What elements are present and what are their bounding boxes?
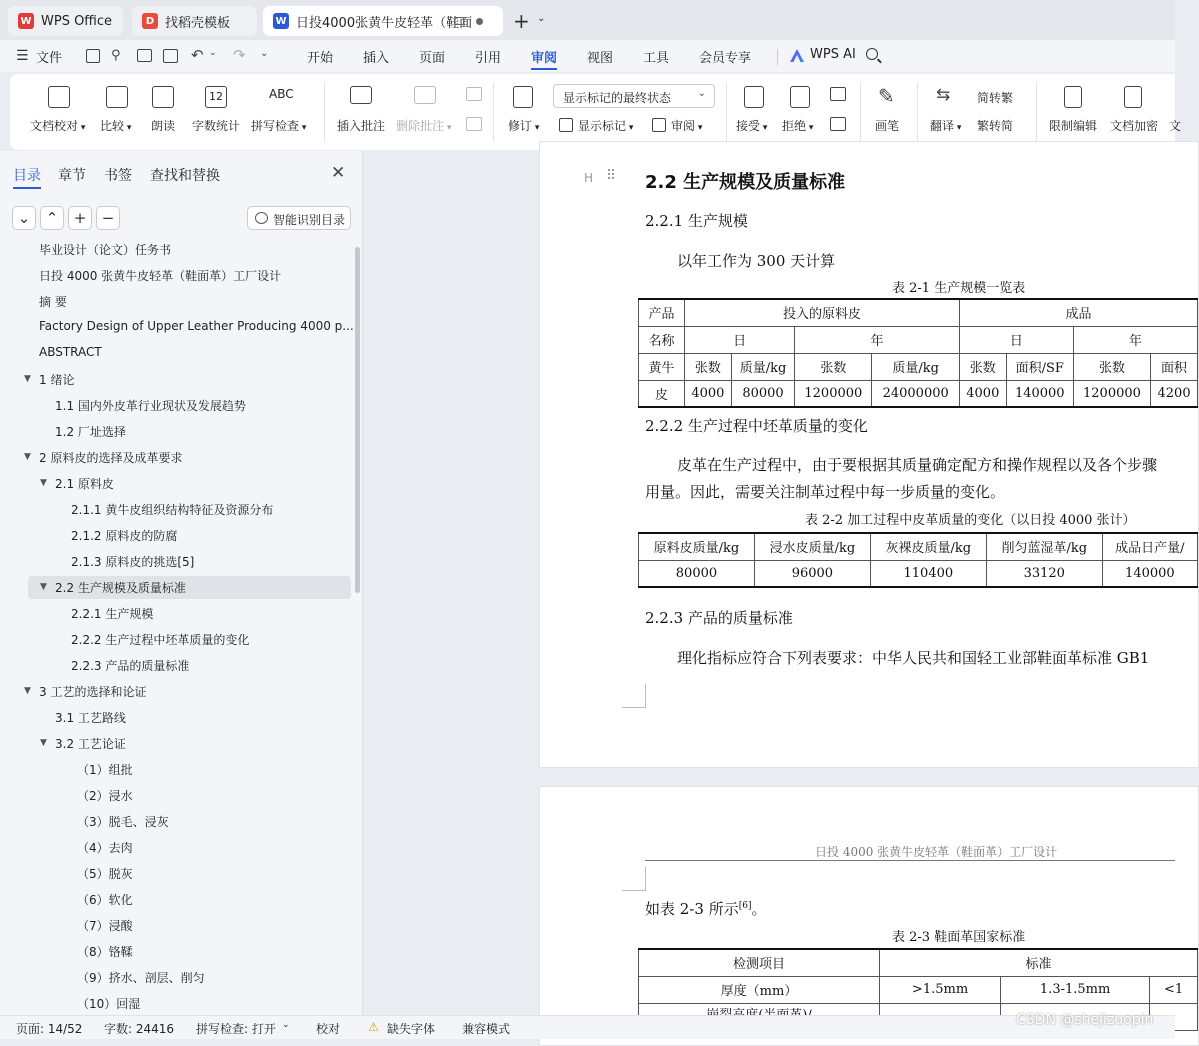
toc-item[interactable]: （2）浸水 bbox=[77, 789, 133, 803]
table-cell: 4200 bbox=[1151, 380, 1198, 407]
word-count-button[interactable]: 字数统计 bbox=[192, 119, 241, 133]
tab-document[interactable] bbox=[263, 6, 503, 36]
dropdown-caret-icon: ▾ bbox=[695, 123, 703, 133]
dropdown-caret-icon: ▾ bbox=[806, 123, 814, 133]
table-row bbox=[639, 326, 1198, 353]
table-cell: 4000 bbox=[685, 380, 732, 407]
menu-divider bbox=[777, 49, 778, 65]
table-cell: 厚度（mm） bbox=[639, 976, 880, 1003]
header-rule bbox=[645, 860, 1175, 861]
to-simplified-button[interactable]: 繁转简 bbox=[977, 119, 1014, 133]
collapse-chevron-icon[interactable]: ⌄ bbox=[12, 206, 36, 230]
table-cell: 80000 bbox=[731, 380, 794, 407]
undo-dropdown-icon[interactable]: ⌄ bbox=[209, 48, 217, 58]
toc-item[interactable]: （5）脱灰 bbox=[77, 867, 133, 881]
toc-item[interactable]: 1.1 国内外皮革行业现状及发展趋势 bbox=[55, 399, 246, 413]
table-cell: 4000 bbox=[959, 380, 1006, 407]
table-2-2-caption: 表 2-2 加工过程中皮革质量的变化（以日投 4000 张计） bbox=[805, 513, 1136, 528]
more-chevron-icon[interactable]: ⌄ bbox=[260, 48, 269, 59]
menu-view[interactable]: 视图 bbox=[587, 51, 614, 66]
table-cell: 原料皮质量/kg bbox=[639, 533, 755, 560]
read-aloud-button[interactable]: 朗读 bbox=[151, 119, 176, 133]
toc-item[interactable]: （4）去肉 bbox=[77, 841, 133, 855]
table-row bbox=[639, 976, 1198, 1003]
pen-button[interactable]: 画笔 bbox=[875, 119, 900, 133]
tab-list-chevron-icon[interactable]: ⌄ bbox=[537, 13, 546, 24]
dropdown-caret-icon: ▾ bbox=[299, 123, 307, 133]
paragraph-quality-change-1: 皮革在生产过程中，由于要根据其质量确定配方和操作规程以及各个步骤 bbox=[677, 456, 1158, 474]
expand-chevron-icon[interactable]: ⌃ bbox=[40, 206, 64, 230]
show-markup-select[interactable] bbox=[553, 84, 715, 108]
compare-button[interactable]: 比较 ▾ bbox=[100, 119, 132, 133]
toc-item[interactable]: （9）挤水、剖层、削匀 bbox=[77, 971, 205, 985]
watermark: CSDN @shejizuopin bbox=[1016, 1012, 1154, 1028]
toc-item[interactable]: 2.2.3 产品的质量标准 bbox=[71, 659, 190, 673]
heading-2-2-2: 2.2.2 生产过程中坯革质量的变化 bbox=[645, 417, 868, 435]
search-icon[interactable] bbox=[866, 48, 878, 60]
table-cell: 日 bbox=[685, 326, 795, 353]
expand-caret-icon[interactable]: ▼ bbox=[40, 582, 47, 592]
menu-home[interactable]: 开始 bbox=[307, 51, 334, 66]
table-cell: 96000 bbox=[754, 560, 870, 587]
insert-comment-icon bbox=[350, 86, 372, 104]
table-cell: 名称 bbox=[639, 326, 685, 353]
reject-button[interactable]: 拒绝 ▾ bbox=[782, 119, 814, 133]
table-cell: 1200000 bbox=[1073, 380, 1150, 407]
table-cell: 面积/SF bbox=[1006, 353, 1073, 380]
table-cell: 质量/kg bbox=[731, 353, 794, 380]
toc-item[interactable]: （1）组批 bbox=[77, 763, 133, 777]
paragraph-production: 以年工作为 300 天计算 bbox=[677, 252, 836, 270]
paragraph-standard: 理化指标应符合下列表要求：中华人民共和国轻工业部鞋面革标准 GB1 bbox=[677, 649, 1150, 667]
search-icon-handle bbox=[877, 58, 882, 63]
toc-item[interactable]: 3.2 工艺论证 bbox=[55, 737, 126, 751]
smart-detect-icon bbox=[255, 212, 268, 224]
ribbon-divider bbox=[1036, 82, 1037, 142]
toc-item[interactable]: 毕业设计（论文）任务书 bbox=[39, 243, 172, 257]
writer-logo-icon: W bbox=[273, 13, 289, 29]
table-cell: 年 bbox=[1073, 326, 1197, 353]
dropdown-caret-icon: ▾ bbox=[626, 123, 634, 133]
review-pane-icon bbox=[652, 118, 666, 132]
table-cell: 年 bbox=[795, 326, 960, 353]
word-count-icon-number: 12 bbox=[209, 90, 223, 103]
status-compat[interactable]: 兼容模式 bbox=[462, 1022, 511, 1036]
table-cell: 日 bbox=[959, 326, 1073, 353]
table-cell: 33120 bbox=[986, 560, 1102, 587]
table-cell: 140000 bbox=[1006, 380, 1073, 407]
tab-find-replace[interactable]: 查找和替换 bbox=[150, 168, 220, 184]
table-cell: >1.5mm bbox=[880, 976, 1001, 1003]
toc-item[interactable]: 2 原料皮的选择及成革要求 bbox=[39, 451, 183, 465]
table-cell: 110400 bbox=[870, 560, 986, 587]
dropdown-caret-icon: ▾ bbox=[954, 123, 962, 133]
ref-text: 如表 2-3 所示 bbox=[645, 900, 739, 918]
read-aloud-icon bbox=[152, 86, 174, 108]
table-cell: 140000 bbox=[1102, 560, 1197, 587]
table-2-3-caption: 表 2-3 鞋面革国家标准 bbox=[892, 930, 1026, 945]
toc-item[interactable]: 2.1.3 原料皮的挑选[5] bbox=[71, 555, 195, 569]
tab-bookmarks[interactable]: 书签 bbox=[104, 168, 132, 184]
next-comment-icon[interactable] bbox=[466, 117, 482, 131]
spell-check-button[interactable]: 拼写检查 ▾ bbox=[251, 119, 307, 133]
dropdown-caret-icon: ▾ bbox=[760, 123, 768, 133]
print-icon[interactable] bbox=[137, 49, 152, 62]
chevron-down-icon: ⌄ bbox=[697, 88, 706, 99]
paragraph-quality-change-2: 用量。因此，需要关注制革过程中每一步质量的变化。 bbox=[645, 483, 1006, 501]
smart-detect-toc-button[interactable] bbox=[247, 206, 351, 230]
docer-logo-icon: D bbox=[142, 13, 158, 29]
compare-icon bbox=[106, 86, 128, 108]
menu-review[interactable]: 审阅 bbox=[531, 51, 558, 66]
encrypt-button[interactable]: 文档加密 bbox=[1110, 119, 1159, 133]
add-heading-icon[interactable]: + bbox=[68, 206, 92, 230]
table-cell: 产品 bbox=[639, 299, 685, 326]
dropdown-caret-icon: ▾ bbox=[532, 123, 540, 133]
table-row bbox=[639, 560, 1198, 587]
ribbon-divider bbox=[726, 82, 727, 142]
pen-icon: ✎ bbox=[878, 84, 895, 108]
table-row bbox=[639, 380, 1198, 407]
toc-item[interactable]: 摘 要 bbox=[39, 295, 67, 309]
doc-check-icon bbox=[48, 86, 70, 108]
delete-comment-button[interactable]: 删除批注 ▾ bbox=[396, 119, 452, 133]
tab-template[interactable] bbox=[132, 6, 257, 36]
tab-sections[interactable]: 章节 bbox=[58, 168, 86, 184]
document-canvas[interactable] bbox=[364, 151, 1191, 1015]
toc-item[interactable]: 2.2.1 生产规模 bbox=[71, 607, 154, 621]
drag-handle-icon[interactable]: ⠿ bbox=[606, 168, 617, 184]
table-row bbox=[639, 949, 1198, 976]
table-cell: 24000000 bbox=[872, 380, 959, 407]
status-bar bbox=[0, 1015, 1175, 1039]
table-cell: 张数 bbox=[1073, 353, 1150, 380]
tab-label: 日投4000张黄牛皮轻革（鞋面 bbox=[296, 15, 473, 31]
tab-close-dot-icon[interactable] bbox=[476, 18, 483, 25]
reject-icon bbox=[790, 86, 810, 108]
toc-item[interactable]: 2.2 生产规模及质量标准 bbox=[55, 581, 186, 595]
menu-insert[interactable]: 插入 bbox=[363, 51, 390, 66]
paragraph-table-ref bbox=[645, 898, 766, 919]
toc-item[interactable]: 日投 4000 张黄牛皮轻革（鞋面革）工厂设计 bbox=[39, 269, 282, 283]
table-cell: 1200000 bbox=[795, 380, 872, 407]
active-tab-underline bbox=[13, 187, 41, 189]
remove-heading-icon[interactable]: − bbox=[96, 206, 120, 230]
encrypt-icon bbox=[1124, 86, 1142, 108]
status-page[interactable]: 页面: 14/52 bbox=[16, 1022, 83, 1036]
toc-item[interactable]: （7）浸酸 bbox=[77, 919, 133, 933]
toc-item[interactable]: （8）铬鞣 bbox=[77, 945, 133, 959]
table-cell: 灰裸皮质量/kg bbox=[870, 533, 986, 560]
accept-button[interactable]: 接受 ▾ bbox=[736, 119, 768, 133]
dropdown-caret-icon: ▾ bbox=[78, 123, 86, 133]
restrict-edit-icon bbox=[1064, 86, 1082, 108]
toc-item[interactable]: （10）回湿 bbox=[77, 997, 141, 1011]
table-2-1 bbox=[638, 298, 1198, 408]
toc-item[interactable]: 2.1.2 原料皮的防腐 bbox=[71, 529, 178, 543]
close-icon[interactable]: ✕ bbox=[331, 163, 346, 183]
wps-logo-icon: W bbox=[18, 13, 34, 29]
status-spell[interactable]: 拼写检查: 打开 bbox=[196, 1022, 276, 1036]
translate-button[interactable]: 翻译 ▾ bbox=[930, 119, 962, 133]
expand-caret-icon[interactable]: ▼ bbox=[24, 452, 31, 462]
ribbon-divider bbox=[917, 82, 918, 142]
doc-check-button[interactable]: 文档校对 ▾ bbox=[30, 119, 86, 133]
show-markup-button[interactable]: 显示标记 ▾ bbox=[578, 119, 634, 133]
table-cell: 质量/kg bbox=[872, 353, 959, 380]
spell-chevron-icon[interactable]: ⌄ bbox=[282, 1020, 290, 1030]
toc-scrollbar-thumb[interactable] bbox=[355, 247, 360, 593]
menu-page[interactable]: 页面 bbox=[419, 51, 446, 66]
toc-item[interactable]: 3.1 工艺路线 bbox=[55, 711, 126, 725]
redo-icon[interactable]: ↷ bbox=[233, 46, 246, 64]
table-cell: 黄牛 bbox=[639, 353, 685, 380]
table-cell: <1 bbox=[1150, 976, 1198, 1003]
ref-end: 。 bbox=[751, 900, 767, 918]
table-cell: 1.3-1.5mm bbox=[1001, 976, 1150, 1003]
table-cell: 浸水皮质量/kg bbox=[754, 533, 870, 560]
table-cell: 张数 bbox=[959, 353, 1006, 380]
toc-item[interactable]: 2.2.2 生产过程中坯革质量的变化 bbox=[71, 633, 250, 647]
table-row bbox=[639, 353, 1198, 380]
navigation-pane bbox=[0, 151, 363, 1015]
heading-2-2-3: 2.2.3 产品的质量标准 bbox=[645, 609, 793, 627]
undo-icon[interactable]: ↶ bbox=[191, 46, 204, 64]
toc-item[interactable]: （3）脱毛、浸灰 bbox=[77, 815, 169, 829]
wps-ai-icon bbox=[790, 49, 804, 62]
to-traditional-button[interactable]: 简转繁 bbox=[977, 91, 1014, 105]
title-tab-bar bbox=[0, 0, 1175, 40]
toc-item[interactable]: 1 绪论 bbox=[39, 373, 75, 387]
show-markup-icon bbox=[559, 118, 573, 132]
table-cell: 削匀蓝湿革/kg bbox=[986, 533, 1102, 560]
ribbon-divider bbox=[324, 82, 325, 142]
menu-references[interactable]: 引用 bbox=[475, 51, 502, 66]
smart-detect-label: 智能识别目录 bbox=[273, 213, 346, 227]
accept-icon bbox=[744, 86, 764, 108]
show-markup-select-value: 显示标记的最终状态 bbox=[563, 91, 672, 105]
review-pane-button[interactable]: 审阅 ▾ bbox=[671, 119, 703, 133]
toc-item[interactable]: 2.1 原料皮 bbox=[55, 477, 114, 491]
table-cell: 80000 bbox=[639, 560, 755, 587]
prev-comment-icon[interactable] bbox=[466, 87, 482, 101]
heading-style-icon[interactable]: H bbox=[584, 171, 594, 185]
table-cell: 投入的原料皮 bbox=[685, 299, 960, 326]
table-cell: 张数 bbox=[685, 353, 732, 380]
prev-change-icon[interactable] bbox=[830, 87, 846, 101]
page-corner-mark bbox=[622, 867, 646, 891]
heading-2-2-1: 2.2.1 生产规模 bbox=[645, 212, 748, 230]
new-tab-icon[interactable]: + bbox=[513, 9, 530, 33]
table-cell: 张数 bbox=[795, 353, 872, 380]
revise-icon bbox=[513, 86, 533, 108]
table-cell: 检测项目 bbox=[639, 949, 880, 976]
citation[interactable]: [6] bbox=[738, 901, 752, 911]
menu-wps-ai[interactable]: WPS AI bbox=[810, 47, 856, 62]
page-header: 日投 4000 张黄牛皮轻革（鞋面革）工厂设计 bbox=[815, 845, 1058, 859]
share-icon[interactable]: ⚲ bbox=[111, 48, 121, 63]
tab-toc[interactable]: 目录 bbox=[13, 168, 41, 184]
word-count-icon bbox=[205, 86, 227, 108]
warning-icon: ⚠ bbox=[368, 1020, 379, 1034]
tab-label: 找稻壳模板 bbox=[165, 15, 231, 31]
ribbon-overflow-label[interactable]: 文 bbox=[1169, 119, 1182, 133]
revise-button[interactable]: 修订 ▾ bbox=[508, 119, 540, 133]
page-corner-mark bbox=[622, 684, 646, 708]
active-menu-underline bbox=[531, 68, 557, 70]
status-words[interactable]: 字数: 24416 bbox=[104, 1022, 175, 1036]
heading-2-2: 2.2 生产规模及质量标准 bbox=[645, 172, 846, 193]
expand-caret-icon[interactable]: ▼ bbox=[40, 478, 47, 488]
tab-wps-office[interactable] bbox=[8, 6, 123, 36]
table-2-1-caption: 表 2-1 生产规模一览表 bbox=[892, 281, 1026, 296]
hamburger-icon[interactable]: ☰ bbox=[16, 48, 29, 64]
expand-caret-icon[interactable]: ▼ bbox=[40, 738, 47, 748]
delete-comment-icon bbox=[414, 86, 436, 104]
expand-caret-icon[interactable]: ▼ bbox=[24, 686, 31, 696]
toc-item[interactable]: Factory Design of Upper Leather Producing 4000 p... bbox=[39, 319, 354, 333]
expand-caret-icon[interactable]: ▼ bbox=[24, 374, 31, 384]
toc-item[interactable]: 2.1.1 黄牛皮组织结构特征及资源分布 bbox=[71, 503, 274, 517]
table-cell: 成品日产量/ bbox=[1102, 533, 1197, 560]
dropdown-caret-icon: ▾ bbox=[444, 123, 452, 133]
print-preview-icon[interactable] bbox=[163, 49, 178, 63]
spell-check-icon: ABC bbox=[269, 87, 294, 101]
toc-item[interactable]: ABSTRACT bbox=[39, 345, 102, 359]
table-row bbox=[639, 533, 1198, 560]
table-cell: 皮 bbox=[639, 380, 685, 407]
dropdown-caret-icon: ▾ bbox=[124, 123, 132, 133]
menu-bar bbox=[0, 40, 1175, 72]
restrict-edit-button[interactable]: 限制编辑 bbox=[1049, 119, 1098, 133]
table-row bbox=[639, 299, 1198, 326]
review-ribbon bbox=[10, 74, 1182, 150]
toc-item[interactable]: （6）软化 bbox=[77, 893, 133, 907]
ribbon-divider bbox=[860, 82, 861, 142]
screen-icon bbox=[454, 17, 464, 25]
insert-comment-button[interactable]: 插入批注 bbox=[337, 119, 386, 133]
table-cell: 面积 bbox=[1151, 353, 1198, 380]
menu-member[interactable]: 会员专享 bbox=[699, 51, 752, 66]
status-missing-font[interactable]: 缺失字体 bbox=[387, 1022, 436, 1036]
ribbon-divider bbox=[493, 82, 494, 142]
translate-icon: ⇆ bbox=[936, 85, 951, 105]
toc-item[interactable]: 1.2 厂址选择 bbox=[55, 425, 126, 439]
next-change-icon[interactable] bbox=[830, 117, 846, 131]
save-icon[interactable] bbox=[86, 49, 100, 63]
table-cell: 成品 bbox=[959, 299, 1197, 326]
menu-file[interactable]: 文件 bbox=[36, 51, 63, 66]
toc-item[interactable]: 3 工艺的选择和论证 bbox=[39, 685, 147, 699]
table-cell: 标准 bbox=[880, 949, 1198, 976]
table-2-2 bbox=[638, 532, 1198, 588]
tab-label: WPS Office bbox=[41, 13, 113, 29]
status-proof[interactable]: 校对 bbox=[316, 1022, 341, 1036]
menu-tools[interactable]: 工具 bbox=[643, 51, 670, 66]
